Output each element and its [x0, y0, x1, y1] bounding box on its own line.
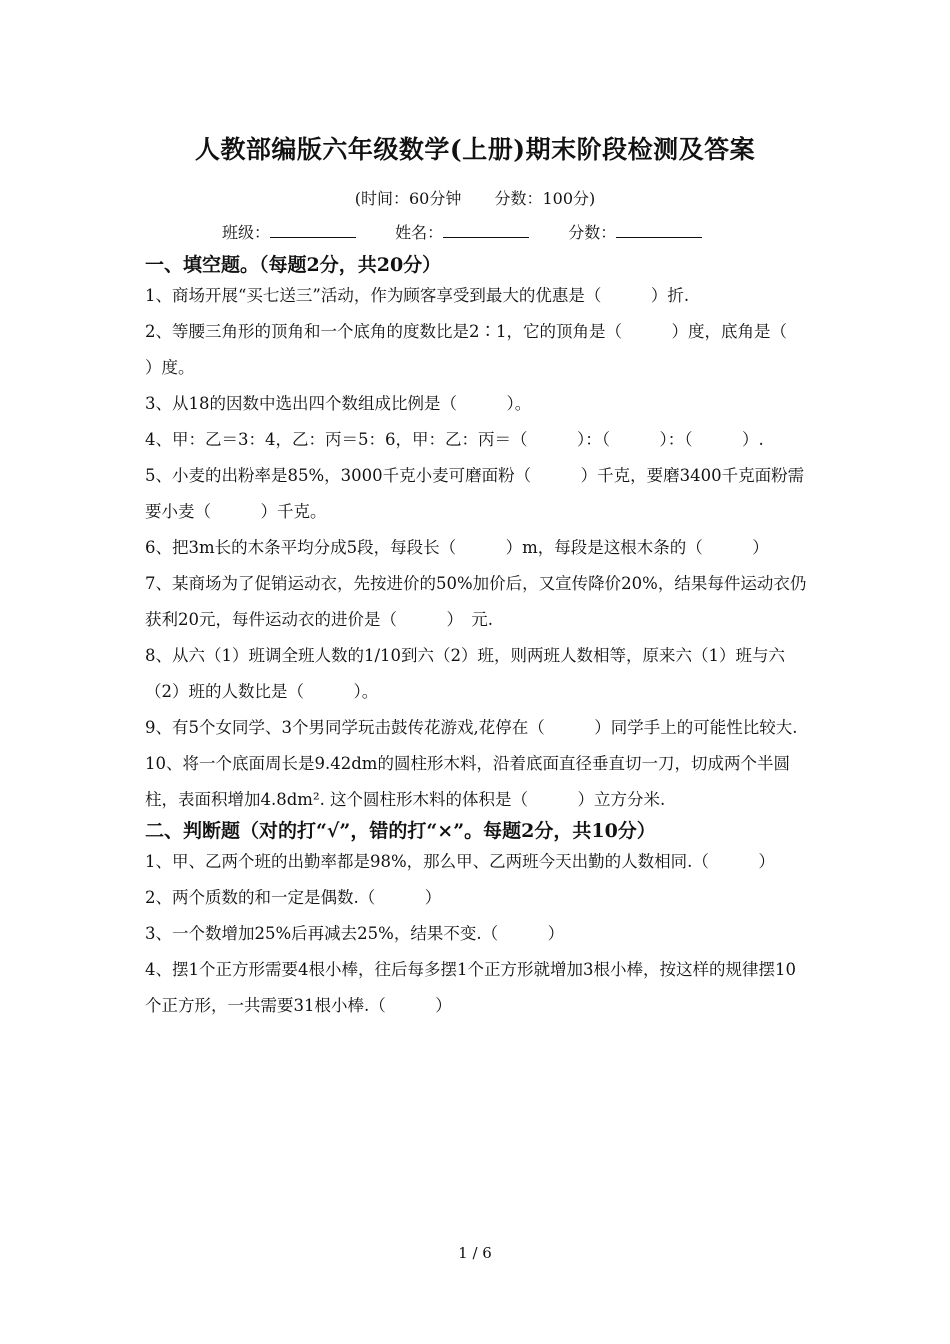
class-field — [222, 220, 356, 243]
question-item: 5、小麦的出粉率是85%，3000千克小麦可磨面粉（ ）千克，要磨3400千克面粉需要小麦（ ）千克。 — [145, 466, 805, 521]
page-number: 1 / 6 — [458, 1244, 492, 1262]
question-item: 2、等腰三角形的顶角和一个底角的度数比是2∶1，它的顶角是（ ）度，底角是（ ）度。 — [145, 322, 837, 377]
section-heading-fill-in: 一、填空题。（每题2分，共20分） — [145, 254, 442, 276]
section-heading-true-false: 二、判断题（对的打“√”，错的打“×”。每题2分，共10分） — [145, 820, 656, 842]
exam-meta — [0, 186, 950, 209]
question-item: 2、两个质数的和一定是偶数.（ ） — [145, 888, 442, 907]
score-field — [568, 220, 702, 243]
question-item: 7、某商场为了促销运动衣，先按进价的50%加价后，又宣传降价20%，结果每件运动衣仍获利20元，每件运动衣的进价是（ ） 元. — [145, 574, 807, 629]
question-item: 6、把3m长的木条平均分成5段，每段长（ ）m，每段是这根木条的（ ） — [145, 538, 769, 557]
question-item: 9、有5个女同学、3个男同学玩击鼓传花游戏,花停在（ ）同学手上的可能性比较大. — [145, 718, 798, 737]
score-label: 分数： — [568, 223, 617, 242]
question-item: 1、商场开展“买七送三”活动，作为顾客享受到最大的优惠是（ ）折. — [145, 286, 690, 305]
exam-content — [145, 252, 837, 1024]
question-item: 10、将一个底面周长是9.42dm的圆柱形木料，沿着底面直径垂直切一刀，切成两个半圆柱，表面积增加4.8dm². 这个圆柱形木料的体积是（ ）立方分米. — [145, 754, 790, 809]
question-item: 3、一个数增加25%后再减去25%，结果不变.（ ） — [145, 924, 565, 943]
page-title: 人教部编版六年级数学(上册)期末阶段检测及答案 — [194, 135, 756, 164]
question-item: 4、甲：乙＝3：4，乙：丙＝5：6，甲：乙：丙＝（ ）：（ ）：（ ）. — [145, 430, 764, 449]
exam-time: (时间：60分钟 — [354, 189, 462, 208]
question-item: 8、从六（1）班调全班人数的1/10到六（2）班，则两班人数相等，原来六（1）班与六（2）班的人数比是（ ）。 — [145, 646, 786, 701]
score-blank — [616, 223, 702, 238]
question-item: 4、摆1个正方形需要4根小棒，往后每多摆1个正方形就增加3根小棒，按这样的规律摆10个正方形，一共需要31根小棒.（ ） — [145, 960, 796, 1015]
student-info-fields — [222, 220, 736, 243]
question-item: 1、甲、乙两个班的出勤率都是98%，那么甲、乙两班今天出勤的人数相同.（ ） — [145, 852, 775, 871]
question-item: 3、从18的因数中选出四个数组成比例是（ ）。 — [145, 394, 532, 413]
name-field — [395, 220, 529, 243]
class-blank — [270, 223, 356, 238]
name-blank — [443, 223, 529, 238]
name-label: 姓名： — [395, 223, 444, 242]
exam-total-score: 分数：100分) — [494, 189, 596, 208]
class-label: 班级： — [222, 223, 271, 242]
